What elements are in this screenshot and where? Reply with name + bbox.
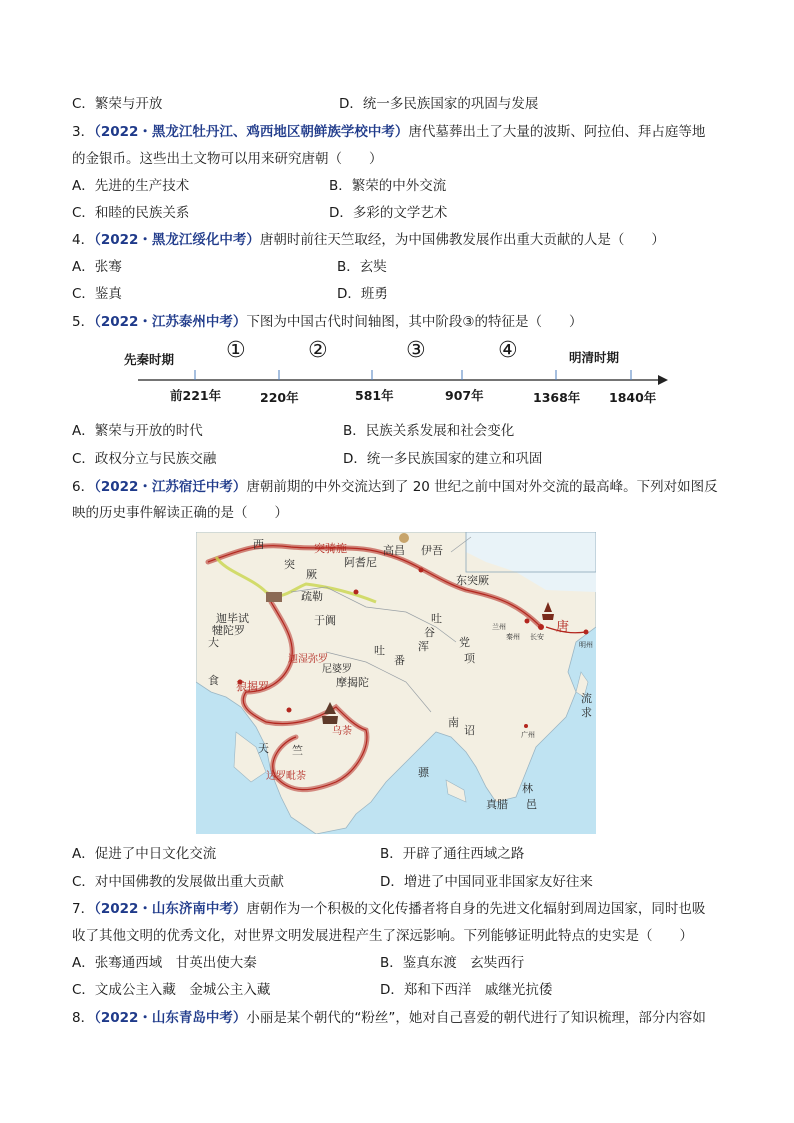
- map-label-zhu: 竺: [292, 744, 303, 757]
- q8-source: （2022・山东青岛中考）: [94, 1010, 247, 1026]
- map-label-west: 西: [253, 538, 264, 551]
- map-label-fan: 番: [394, 654, 405, 667]
- q7-option-c: C．文成公主入藏 金城公主入藏: [72, 982, 271, 998]
- map-label-changan: 长安: [530, 633, 544, 641]
- map-label-dongtujue: 东突厥: [456, 574, 489, 587]
- q4-option-a: A．张骞: [72, 259, 122, 275]
- map-label-wucha: 乌荼: [332, 726, 352, 737]
- timeline-stage-1: ①: [226, 338, 246, 363]
- timeline-right-label: 明清时期: [569, 350, 620, 365]
- map-label-liu: 流: [581, 692, 592, 705]
- q7-option-b: B．鉴真东渡 玄奘西行: [380, 955, 525, 971]
- q6-source: （2022・江苏宿迁中考）: [94, 479, 247, 495]
- q6-option-b: B．开辟了通往西域之路: [380, 846, 525, 862]
- map-label-niboluo: 尼婆罗: [322, 664, 352, 675]
- q7-number: 7．: [72, 901, 95, 917]
- q5-option-a: A．繁荣与开放的时代: [72, 423, 203, 439]
- q4-source: （2022・黑龙江绥化中考）: [94, 232, 260, 248]
- q5-option-d: D．统一多民族国家的建立和巩固: [343, 451, 543, 467]
- timeline-figure: [120, 340, 680, 410]
- q3-number: 3．: [72, 124, 95, 140]
- map-label-tian: 天: [258, 742, 269, 755]
- map-label-jiashimiluo: 迦湿弥罗: [288, 654, 328, 665]
- q8-number: 8．: [72, 1010, 95, 1026]
- timeline-stage-3: ③: [406, 338, 426, 363]
- map-label-qiu: 求: [581, 706, 592, 719]
- map-label-tujue: 突: [284, 558, 295, 571]
- q6-number: 6．: [72, 479, 95, 495]
- timeline-stage-4: ④: [498, 338, 518, 363]
- map-label-tubo: 吐: [374, 644, 385, 657]
- timeline-tick-2: 220年: [260, 390, 299, 405]
- q6-stem-1: 唐朝前期的中外交流达到了 20 世纪之前中国对外交流的最高峰。下列对如图反: [246, 479, 718, 495]
- q7-stem-2: 收了其他文明的优秀文化，对世界文明发展进程产生了深远影响。下列能够证明此特点的史实是（ ）: [72, 928, 693, 944]
- map-label-zhenla: 真腊: [486, 798, 508, 811]
- map-label-shule: 疏勒: [301, 590, 323, 603]
- q4-option-d: D．班勇: [337, 286, 388, 302]
- q4-option-c: C．鉴真: [72, 286, 122, 302]
- map-label-daluopitu: 达罗毗荼: [266, 771, 306, 782]
- q5-source: （2022・江苏泰州中考）: [94, 314, 247, 330]
- map-label-yi: 邑: [526, 798, 537, 811]
- map-label-aqini: 阿耆尼: [344, 556, 377, 569]
- map-label-qinzhou: 秦州: [506, 633, 520, 641]
- map-label-jiabishi: 迦毕试: [216, 612, 249, 625]
- timeline-tick-5: 1368年: [533, 390, 581, 405]
- map-label-nan: 南: [448, 716, 459, 729]
- q5-option-c: C．政权分立与民族交融: [72, 451, 217, 467]
- q7-source: （2022・山东济南中考）: [94, 901, 247, 917]
- timeline-stage-2: ②: [308, 338, 328, 363]
- map-label-zhao: 诏: [464, 724, 475, 737]
- map-label-yutian: 于阗: [314, 614, 336, 627]
- timeline-tick-4: 907年: [445, 388, 484, 403]
- map-label-lanzhou: 兰州: [492, 623, 506, 631]
- map-label-hun: 浑: [418, 640, 429, 653]
- q6-stem-2: 映的历史事件解读正确的是（ ）: [72, 505, 288, 521]
- q3-option-d: D．多彩的文学艺术: [329, 205, 448, 221]
- q3-option-a: A．先进的生产技术: [72, 178, 190, 194]
- q3-question: [72, 122, 705, 142]
- map-label-gu: 谷: [424, 626, 435, 639]
- q5-option-b: B．民族关系发展和社会变化: [343, 423, 515, 439]
- map-label-lin: 林: [522, 782, 533, 795]
- q4-option-b: B．玄奘: [337, 259, 387, 275]
- q2-option-d: D．统一多民族国家的巩固与发展: [339, 96, 539, 112]
- q8-stem: 小丽是某个朝代的“粉丝”，她对自己喜爱的朝代进行了知识梳理，部分内容如: [246, 1010, 706, 1026]
- map-label-piao: 骠: [418, 766, 429, 779]
- q3-stem-2: 的金银币。这些出土文物可以用来研究唐朝（ ）: [72, 151, 383, 167]
- q5-stem: 下图为中国古代时间轴图，其中阶段③的特征是（ ）: [246, 314, 583, 330]
- map-label-tuqishe: 突骑施: [314, 542, 347, 555]
- map-label-langjieluo: 狼揭罗: [236, 680, 269, 693]
- map-label-gaochang: 高昌: [383, 544, 405, 557]
- map-label-jiantuoluo: 犍陀罗: [212, 624, 245, 637]
- q2-option-c: C．繁荣与开放: [72, 96, 163, 112]
- timeline-left-label: 先秦时期: [124, 352, 175, 367]
- q5-question: [72, 312, 583, 332]
- q7-option-d: D．郑和下西洋 戚继光抗倭: [380, 982, 553, 998]
- q6-question: [72, 477, 718, 497]
- q8-question: [72, 1008, 706, 1028]
- q3-stem-1: 唐代墓葬出土了大量的波斯、阿拉伯、拜占庭等地: [408, 124, 706, 140]
- q4-question: [72, 230, 665, 250]
- map-label-jue: 厥: [306, 568, 317, 581]
- map-label-shi: 食: [208, 674, 219, 687]
- timeline-tick-1: 前221年: [170, 388, 222, 403]
- q3-option-b: B．繁荣的中外交流: [329, 178, 447, 194]
- timeline-tick-6: 1840年: [609, 390, 657, 405]
- map-label-mingzhou: 明州: [579, 641, 593, 649]
- q5-number: 5．: [72, 314, 95, 330]
- map-label-tu: 吐: [431, 612, 442, 625]
- q3-source: （2022・黑龙江牡丹江、鸡西地区朝鲜族学校中考）: [94, 124, 409, 140]
- timeline-tick-3: 581年: [355, 388, 394, 403]
- q7-stem-1: 唐朝作为一个积极的文化传播者将自身的先进文化辐射到周边国家，同时也吸: [246, 901, 706, 917]
- map-label-yiwu: 伊吾: [421, 544, 443, 557]
- q4-stem: 唐朝时前往天竺取经，为中国佛教发展作出重大贡献的人是（ ）: [259, 232, 665, 248]
- q6-option-c: C．对中国佛教的发展做出重大贡献: [72, 874, 284, 890]
- map-label-xiang: 项: [464, 652, 475, 665]
- q4-number: 4．: [72, 232, 95, 248]
- q3-option-c: C．和睦的民族关系: [72, 205, 190, 221]
- map-label-guangzhou: 广州: [521, 731, 535, 739]
- q6-option-d: D．增进了中国同亚非国家友好往来: [380, 874, 593, 890]
- map-label-mojietuo: 摩揭陀: [336, 676, 369, 689]
- map-label-da: 大: [208, 636, 219, 649]
- q7-question: [72, 899, 705, 919]
- map-label-dang: 党: [459, 636, 470, 649]
- tang-foreign-exchange-map: [196, 532, 596, 834]
- q7-option-a: A．张骞通西域 甘英出使大秦: [72, 955, 257, 971]
- q6-option-a: A．促进了中日文化交流: [72, 846, 217, 862]
- map-label-tang: 唐: [556, 620, 570, 635]
